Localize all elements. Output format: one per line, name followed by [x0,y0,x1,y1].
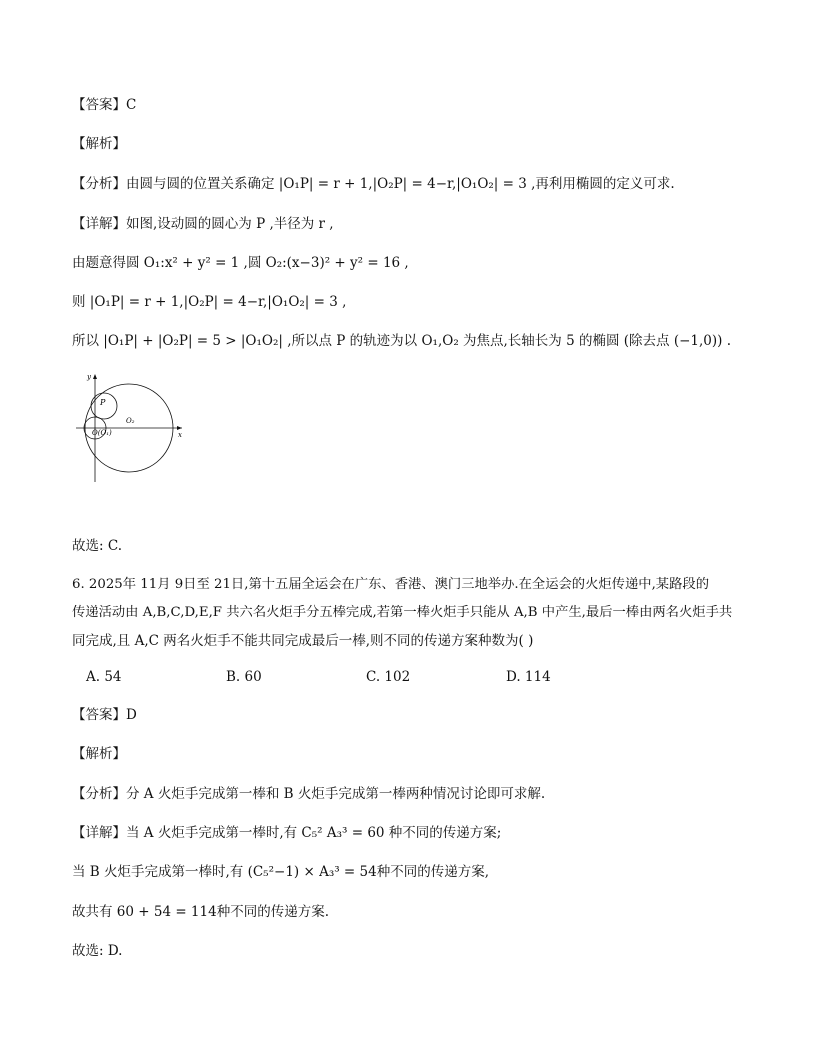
x-axis-arrow [177,426,182,430]
analysis-line-2: 【分析】分 A 火炬手完成第一棒和 B 火炬手完成第一棒两种情况讨论即可求解. [72,786,546,802]
answer-line-1: 【答案】C [72,97,137,113]
option-b: B. 60 [226,669,262,685]
analysis-heading-2: 【解析】 [72,746,126,762]
detail-line-3: 则 |O₁P| = r + 1,|O₂P| = 4−r,|O₁O₂| = 3 , [72,294,347,310]
detail-line-2: 由题意得圆 O₁:x² + y² = 1 ,圆 O₂:(x−3)² + y² = 16 , [72,255,409,271]
choice-line-1: 故选: C. [72,538,122,554]
answer-line-2: 【答案】D [72,707,137,723]
x-label: x [178,431,182,439]
choice-line-2: 故选: D. [72,943,123,959]
y-axis-arrow [93,374,97,379]
circle-diagram [70,368,190,488]
detail-line-5: 【详解】当 A 火炬手完成第一棒时,有 C₅² A₃³ = 60 种不同的传递方案; [72,825,502,841]
detail-line-1: 【详解】如图,设动圆的圆心为 P ,半径为 r , [72,216,334,232]
option-c: C. 102 [366,669,411,685]
p-label: P [100,398,106,407]
question-6-line-3: 同完成,且 A,C 两名火炬手不能共同完成最后一棒,则不同的传递方案种数为( ) [72,633,534,649]
analysis-line-1: 【分析】由圆与圆的位置关系确定 |O₁P| = r + 1,|O₂P| = 4−r,|O₁O₂| = 3 ,再利用椭圆的定义可求. [72,176,675,192]
o2-label: O₂ [126,417,135,425]
detail-line-4: 所以 |O₁P| + |O₂P| = 5 > |O₁O₂| ,所以点 P 的轨迹为以 O₁,O₂ 为焦点,长轴长为 5 的椭圆 (除去点 (−1,0)) . [72,333,731,349]
o-label: O(O₁) [92,429,112,437]
question-6-line-1: 6. 2025年 11月 9日至 21日,第十五届全运会在广东、香港、澳门三地举办.在全运会的火炬传递中,某路段的 [72,577,709,592]
detail-line-7: 故共有 60 + 54 = 114种不同的传递方案. [72,904,329,920]
option-a: A. 54 [86,669,122,685]
question-6-line-2: 传递活动由 A,B,C,D,E,F 共六名火炬手分五棒完成,若第一棒火炬手只能从 A,B 中产生,最后一棒由两名火炬手共 [72,605,733,620]
detail-line-6: 当 B 火炬手完成第一棒时,有 (C₅²−1) × A₃³ = 54种不同的传递方案, [72,864,490,880]
option-d: D. 114 [506,669,551,685]
y-label: y [87,373,91,381]
analysis-heading-1: 【解析】 [72,136,126,152]
